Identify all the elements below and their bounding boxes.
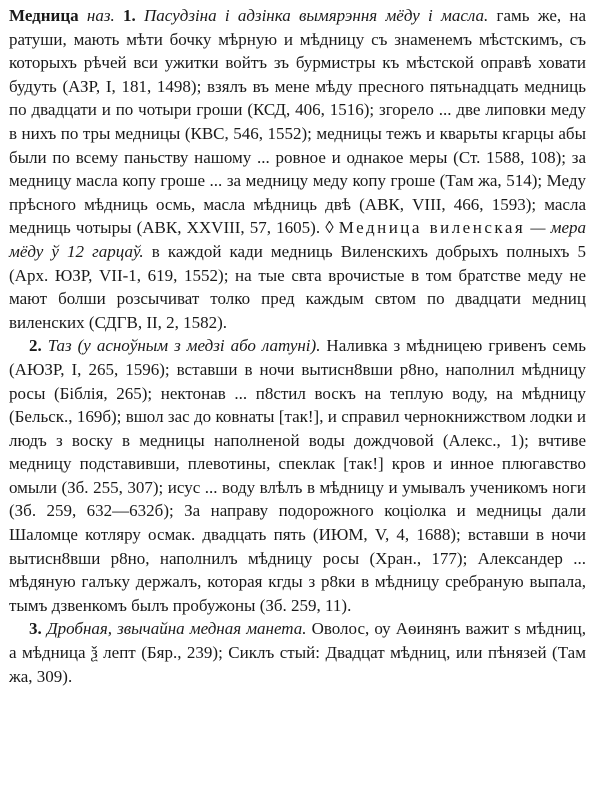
- entry-sense-3: [9, 617, 586, 688]
- citations-2: Наливка з мѣдницею гривенъ семь (АЮЗР, I, 265, 1596); вставши в ночи вытисн8вши р8но, наполнил мѣдницу росы (Біблія, 265); нектонав ... п8стил воскъ на теплую воду, на мѣдницу (Бельск., 169б); вшол зас до ковнаты [так!], и справил чернокнижством лодки и людъ з воску в медницы наполненой воды дождчовой (Алекс., 1); вчтиве медницу подставивши, плевотины, спеклак [так!] кров и инное плюгавство омыли (Зб. 255, 307); исус ... воду влѣлъ в мѣдницу и умывалъ ученикомъ ноги (Зб. 259, 632—632б); За направу подорожного коцiолка и медницы дали Шаломце котляру осмак. двадцать пять (ИЮМ, V, 4, 1688); вставши в ночи вытисн8вши р8но, наполнилъ мѣдницу росы (Хран., 177); Александер ... мѣдяную галъку держалъ, которая кгды з р8ки в мѣдницу сребраную выпала, тымъ дзвенкомъ былъ пробужоны (Зб. 259, 11).: [9, 336, 587, 615]
- definition-1: Пасудзіна і адзінка вымярэння мёду і масла.: [144, 6, 489, 25]
- sense-number-1: 1.: [123, 6, 136, 25]
- definition-2: Таз (у асноўным з медзі або латуні).: [47, 336, 321, 356]
- citations-3: Оволос, оу Аѳинянъ важит ѕ мѣдниц, а мѣдница ѯ лепт (Бяр., 239); Сиклъ стый: Двадцат мѣдниц, или пѣнязей (Там жа, 309).: [9, 619, 586, 686]
- grammar-label: наз.: [86, 6, 115, 25]
- phrase-definition: — мера мёду ў 12 гарцаў.: [9, 218, 587, 261]
- entry-sense-2: [9, 334, 586, 617]
- citations-1b: в каждой кади медниць Виленскихъ добрыхъ полныхъ 5 (Арх. ЮЗР, VII-1, 619, 1552); на тые свта врочистые в том братстве меду не мают болши розсычиват толко пред каждым свтом по двадцати медниц виленских (СДГВ, II, 2, 1582).: [9, 241, 586, 332]
- headword: Медница: [9, 6, 79, 25]
- diamond-marker: ◊: [325, 218, 334, 238]
- phrase-headword: Медница виленская: [338, 218, 526, 238]
- citations-1a: гамь же, на ратуши, мають мѣти бочку мѣрную и мѣдницу съ знаменемъ мѣстскимъ, съ которыхъ рѣчей вси ужитки войтъ зъ бурмистры къ мѣстской оправѣ ховати будуть (АЗР, I, 181, 1498); взялъ въ мене мѣду пресного пятьнадцать медниць по двадцати и по чотыри гроши (КСД, 406, 1516); згорело ... две липовки меду в нихъ по тры медницы (КВС, 546, 1552); медницы тежъ и кварьты кгарцы абы были по всему паньству нашому ... ровное и однакое меры (Ст. 1588, 108); за медницу масла копу гроше ... за медницу меду копу гроше (Там жа, 514); Меду прѣсного мѣдниць осмь, масла мѣдниць двѣ (АВК, VIII, 466, 1593); масла медниць чотыры (АВК, XXVIII, 57, 1605).: [9, 6, 587, 238]
- definition-3: Дробная, звычайна медная манета.: [46, 619, 307, 639]
- sense-number-2: 2.: [29, 336, 42, 356]
- entry-sense-1: [9, 4, 586, 334]
- sense-number-3: 3.: [29, 619, 42, 639]
